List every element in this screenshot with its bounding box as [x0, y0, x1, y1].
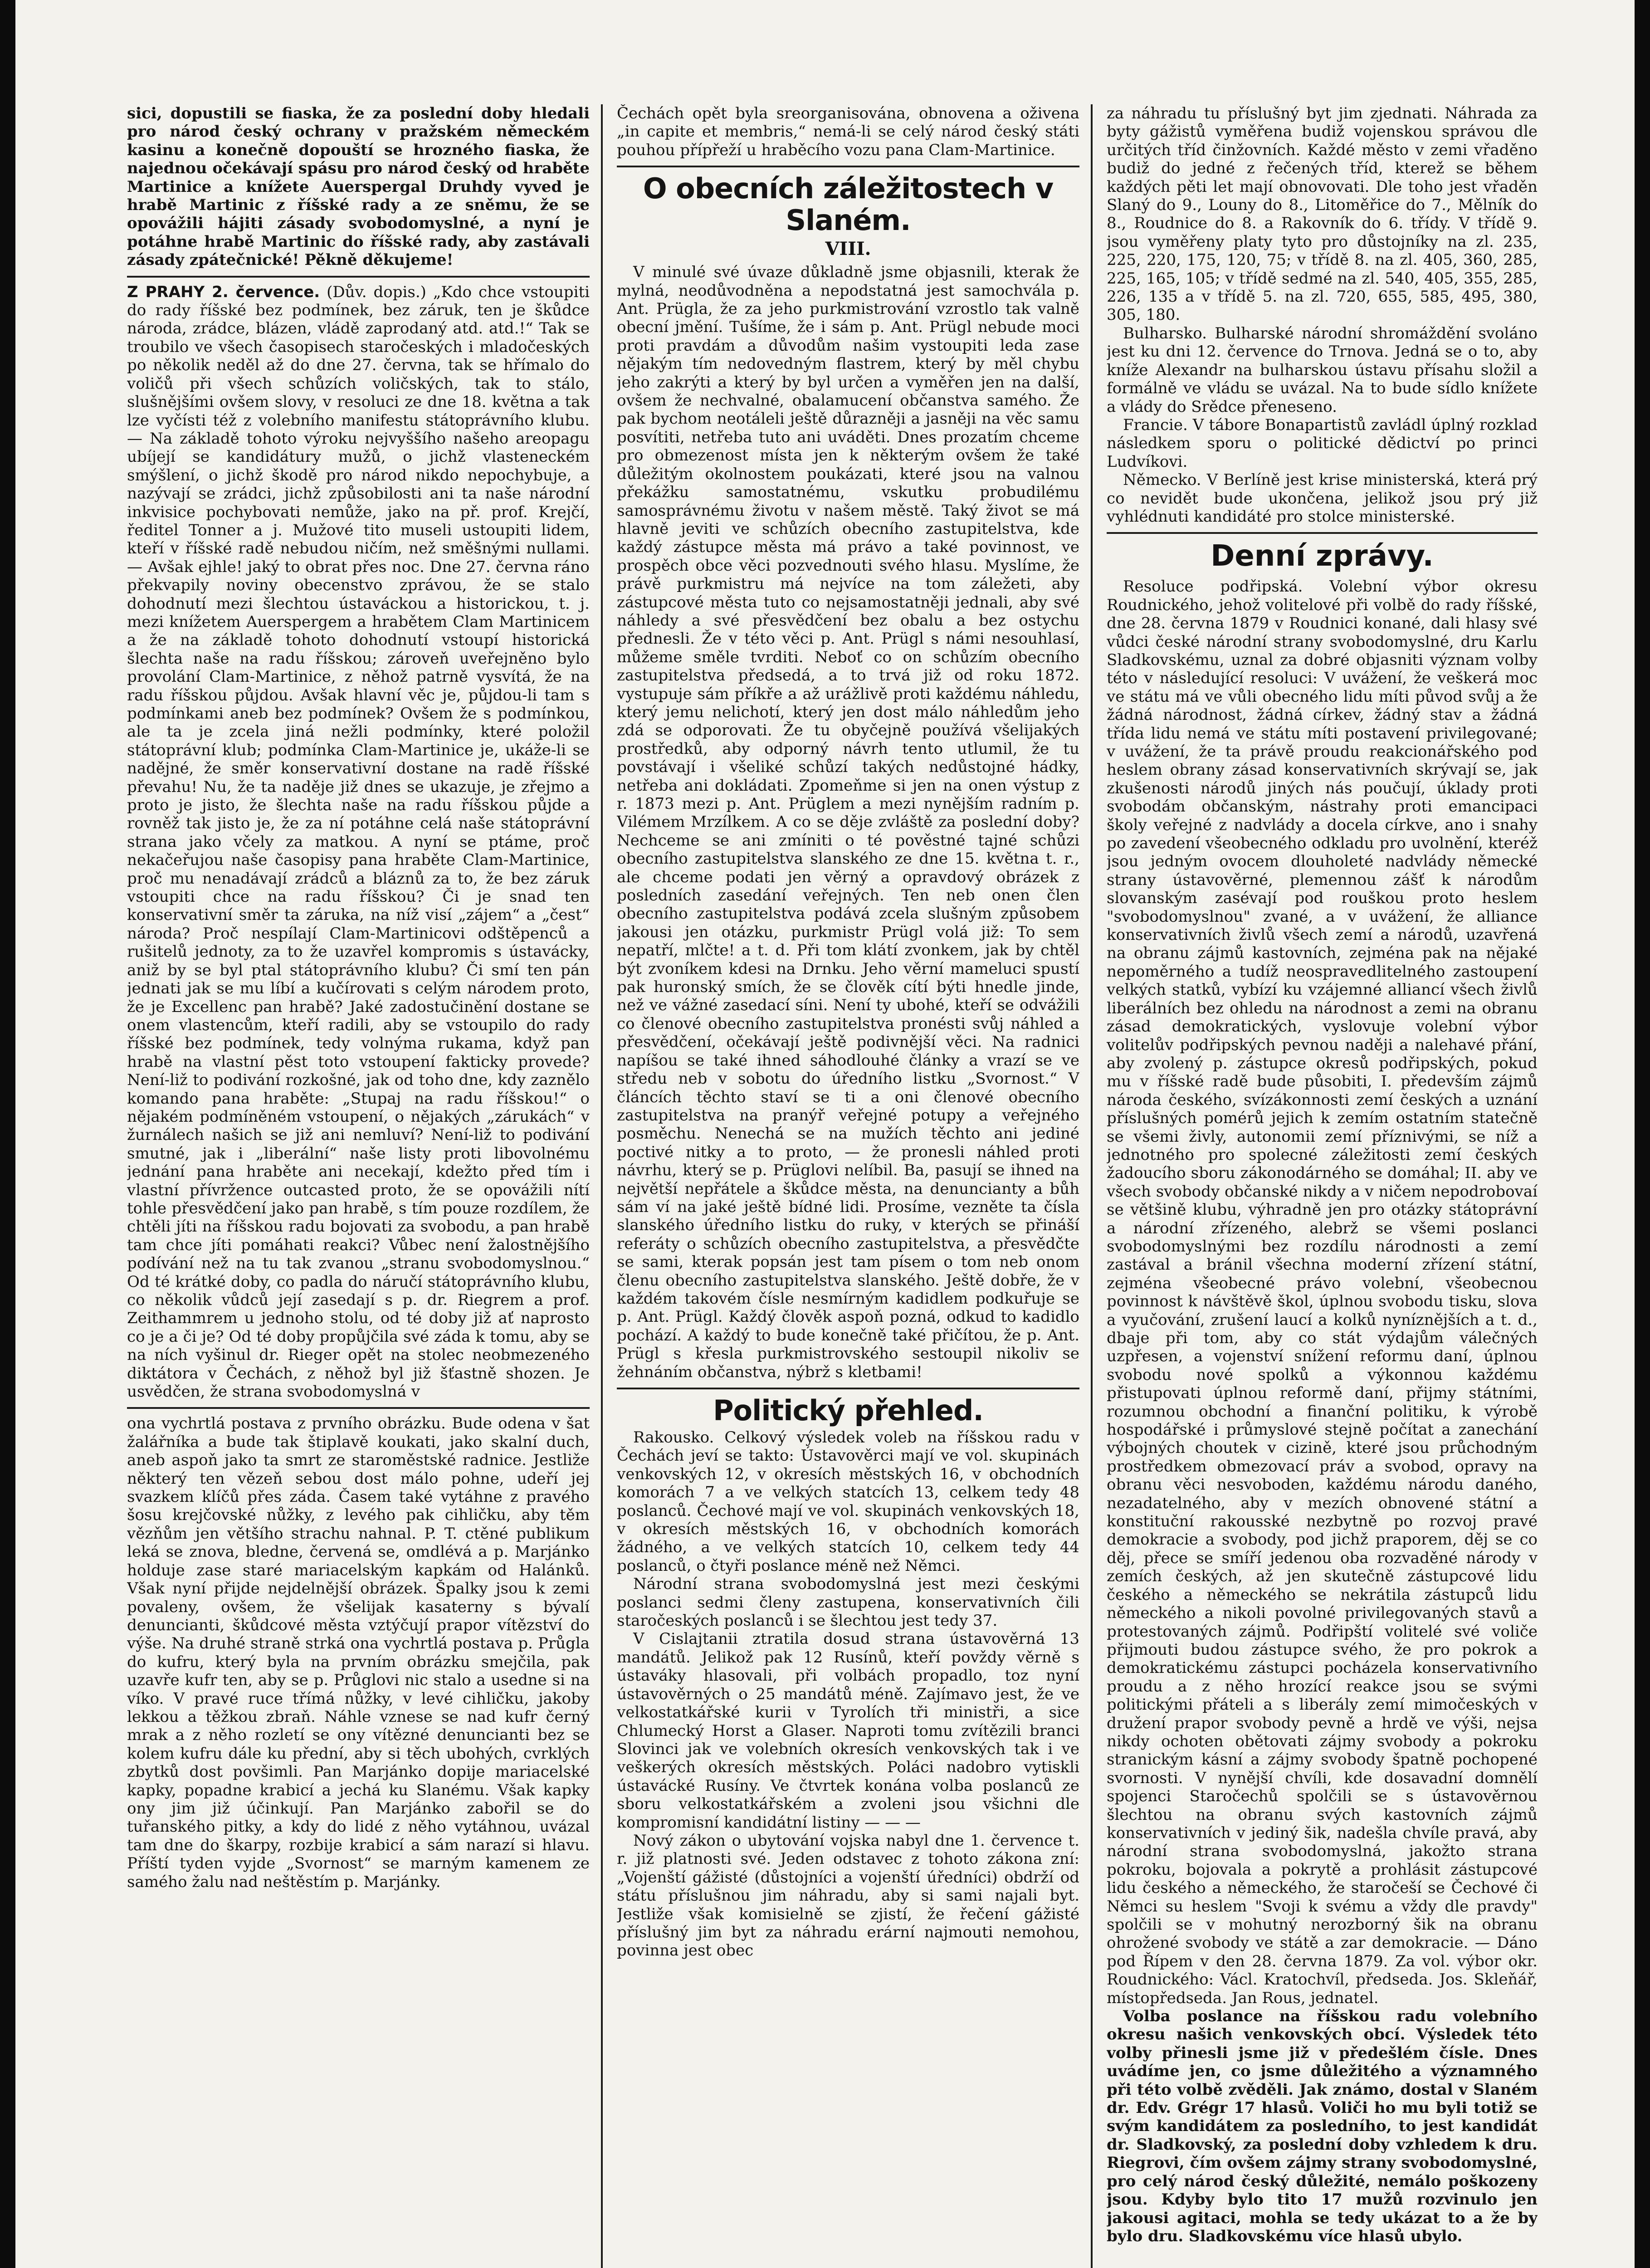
- series-title: O obecních záležitostech v Slaném.: [643, 172, 1054, 237]
- column2-separator-2: [617, 1388, 1079, 1389]
- politics-paragraph-4: Nový zákon o ubytování vojska nabyl dne 1. července t. r. již platnosti své. Jeden odstavec z tohoto zákona zní: „Vojenští gážisté (důstojníci a vojenští úředníci) obdrží od státu příslušnou jim náhradu, aby si sami najali byt. Jestliže však komisielně se zjistí, že řečení gážisté příslušný jim byt za náhradu erární najmouti nemohou, povinna jest obec: [617, 1831, 1079, 1960]
- dateline: Z PRAHY 2. července.: [127, 283, 320, 301]
- dateline-source: (Dův. dopis.): [327, 283, 426, 301]
- column-3: [1107, 104, 1538, 2268]
- francie-paragraph: Francie. V tábore Bonapartistů zavládl úplný rozklad následkem sporu o politické dědictví po princi Ludvíkovi.: [1107, 415, 1538, 471]
- column1-separator-1: [127, 276, 590, 278]
- page-edge-left: [0, 0, 15, 2268]
- series-number: VIII.: [825, 238, 871, 260]
- daily-paragraph-1: Resoluce podřipská. Volební výbor okresu Roudnického, jehož volitelové při volbě do rady říšské, dne 28. června 1879 v Roudnici konané, dali hlasy své vůdci české národní strany svobodomyslné, dru Karlu Sladkovskému, uznal za dobré objasniti význam volby této v následující resoluci: V uvážení, že veškerá moc ve státu má ve vůli obecného lidu míti původ svůj a že žádná národnost, žádná církev, žádný stav a žádná třída lidu nemá ve státu míti postavení privilegované; v uvážení, že ta právě proudu reakcionářského pod heslem obrany zásad konservativních skrývají se, jak zkušenosti národů jiných nás poučují, úklady proti svobodám občanským, nástrahy proti emancipaci školy veřejné z nadvlády a docela církve, ano i snahy po zavedení všeobecného odkladu pro uvolnění, kteréž jsou jedným ovocem dlouholeté nadvlády německé strany ústavověrné, plemennou zášť k národům slovanským zasévají pod rouškou proto heslem "svobodomyslnou" zvané, a v uvážení, že alliance konservativních živlů všech zemí a národů, uzavřená na obranu zájmů kastovních, zejména pak na nějaké nepoměrného a tudíž neospravedlitelného zastoupení velkých statků, vybízí ku vzájemné alliancí všech živlů liberálních bez ohledu na národnost a zemi na obranu zásad demokratických, vyslovuje volební výbor volitelův podřipských pevnou naději a nalehavé přání, aby zvolený p. zástupce okresů podřipských, pokud mu v říšské radě bude působiti, I. především zájmů národa českého, svízákonnosti zemí českých a uznání příslušných pomérů jejich k zemím ostatním statečně se všemi živly, autonomii zemí příznivými, se níž a jednotného pro spolecné záležitosti zemí českých žadoucího sboru zákonodárného se domáhal; II. aby ve všech svobody občanské nikdy a v ničem nepodrobovaí se většině klubu, výhradně jen pro otázky státoprávní a národní zřízeného, alebrž se všemi poslanci svobodomyslnými bez rozdílu národnosti a zemí zastával a bránil všechna moderní zřízení státní, zejména všeobecné právo volební, všeobecnou povinnost k návštěvě škol, úplnou svobodu tisku, slova a vyučování, zrušení laucí a kolků nyníznějších a t. d., dbaje při tom, aby co stát výdajům válečných uzpřesen, a vojenství snížení reformu daní, úplnou svobodu nové spolků a výkonnou každému přistupovati úplnou reformě daní, přijmy státními, rozumnou obchodní a finanční politiku, k výrobě hospodářské i průmyslové stejně počítat a zanechání výbojných choutek v cizině, které jsou průchodným prostředkem obmezovací práv a svobod, opravy na obranu věci nesvoboden, každému národu daného, nezadatelného, aby v mezích obnovené státní a konstituční rakousské nezbytně po rozvoj pravé demokracie a svobody, pod jichž praporem, děj se co děj, přece se smíří jedenou oba rozvaděné národy v zemích českých, až jen skutečně zástupcové lidu českého a německého se nekrátila zástupců lidu německého a nikoli povolné privilegovaných stavů a protestovaných zájmů. Podřipští volitelé své voliče přijmouti budou zástupce svého, že pro pokrok a demokratickému zástupci pocházela konservativního proudu a z něho hrozící reakce jsou se svými politickými přáteli a s liberály zemí mimočeských v družení prapor svobody pevně a hrdě ve výši, nejsa nikdy ochoten obětovati zájmy svobody a pokroku stranickým kásní a zájmy svobody špatně pochopené svornosti. V nynější chvíli, kde dosavadní domnělí spojenci Staročechů spolčili se s ústavověrnou šlechtou na obranu svých kastovních zájmů konservativních v jediný šik, nadešla chvíle pravá, aby národní strana svobodomyslná, jakožto strana pokroku, bojovala a pokrytě a prohlásit zástupcové lidu českého a německého, že staročeší se Čechové či Němci su heslem "Svoji k svému a vždy dle pravdy" spolčili se v mohutný nerozborný šik na obranu ohrožené svobody ve státě a zar demokracie. — Dáno pod Řípem v den 28. června 1879. Za vol. výbor okr. Roudnického: Václ. Kratochvíl, předseda. Jos. Skleňář, místopředseda. Jan Rous, jednatel.: [1107, 577, 1538, 2007]
- series-paragraph: V minulé své úvaze důkladně jsme objasnili, kterak že mylná, neodůvodněna a nepodstatná jest samochvála p. Ant. Prügla, že za jeho purkmistrování vzrostlo tak valně obecní jmění. Tušíme, že i sám p. Ant. Prügl nebude moci proti pravdám a důvodům našim vystoupiti leda zase nějakým tím nedovedným flastrem, který by měl chybu jeho zakrýti a který by byl určen a vyměřen jen na další, ovšem že nechvalné, obalamucení občanstva samého. Že pak bychom neotáleli ještě důrazněji a jasněji na věc samu posvítiti, netřeba tuto ani uváděti. Dnes prozatím chceme pro obmezenost místa jen k některým ovšem že také důležitým okolnostem poukázati, které jsou na valnou překážku samostatnému, vskutku probudilému samosprávnému životu v našem městě. Taký život se má hlavně jeviti ve schůzích obecního zastupitelstva, kde každý zástupce města má právo a také povinnost, ve prospěch obce věci pozvednouti svého hlasu. Myslíme, že právě purkmistru má nejvíce na tom záležeti, aby zástupcové města tuto co nejsamostatněji jednali, aby své náhledy a své přesvědčení bez obalu a bez ostychu přednesli. Že v této věci p. Ant. Prügl s námi nesouhlasí, můžeme směle tvrditi. Neboť co on schůzím obecního zastupitelstva předsedá, a to trvá již od roku 1872. vystupuje sám příkře a až urážlivě proti každému náhledu, který jemu nelichotí, který jen dost málo náhledům jeho zdá se odporovati. Že tu obyčejně používá všelijakých prostředků, aby odporný návrh tento utlumil, že tu povstávají i všeliké schůzí takých nedůstojné hádky, netřeba ani dokládati. Zpomeňme si jen na onen výstup z r. 1873 mezi p. Ant. Prüglem a mezi nynějším radním p. Vilémem Mrzílkem. A co se děje zvláště za poslední doby? Nechceme se ani zmíniti o té pověstné tajné schůzi obecního zastupitelstva slanského ze dne 15. května t. r., ale chceme podati jen věrný a opravdový obrázek z posledních zasedání veřejných. Ten neb onen člen obecního zastupitelstva podává zcela slušným způsobem jakousi jen otázku, purkmistr Prügl volá již: To sem nepatří, mlčte! a t. d. Při tom klátí zvonkem, jak by chtěl být zvoníkem kdesi na Drnku. Jeho věrní mameluci spustí pak huronský smích, že se člověk cítí býti hnedle jinde, než ve vážné zasedací síni. Není ty ubohé, kteří se odvážili co členové obecního zastupitelstva pronésti svůj náhled a přesvědčení, očekávají ještě podivnější věci. Na radnici napíšou se také ihned sáhodlouhé články a vrazí se ve středu neb v sobotu do úředního listku „Svornost.“ V článcích těchto staví se ti a oni členové obecního zastupitelstva na pranýř veřejné potupy a veřejného posměchu. Nenechá se na mužích těchto ani jediné poctivé nitky a to proto, — že pronesli náhled proti návrhu, který se p. Prüglovi nelíbil. Ba, pasují se ihned na největší nepřátele a škůdce města, na denuncianty a bůh sám ví na jaké ještě bídné lidi. Prosíme, vezněte ta čísla slanského úředního listku do ruky, v kterých se přináší referáty o schůzích obecního zastupitelstva, a přesvědčte se sami, kterak popsán jest tam písem o tom neb onom členu obecního zastupitelstva slanského. Ještě dobře, že v každém takovém čísle nesmírným kadidlem podkuřuje se p. Ant. Prügl. Každý člověk aspoň pozná, odkud to kadidlo pochází. A každý to bude konečně také přičítou, že p. Ant. Prügl s křesla purkmistrovského sestoupil nikoliv se žehnáním občanstva, nýbrž s kletbami!: [617, 263, 1079, 1381]
- politics-paragraph-1: Rakousko. Celkový výsledek voleb na říšskou radu v Čechách jeví se takto: Ústavověrci mají ve vol. skupinách venkovských 12, v okresích městských 16, v obchodních komorách 7 a ve velkých statcích 13, celkem tedy 48 poslanců. Čechové mají ve vol. skupinách venkovských 18, v okresích městských 16, v obchodních komorách žádného, a ve velkých statcích 10, celkem tedy 44 poslanců, o čtyři poslance méně než Němci.: [617, 1428, 1079, 1575]
- column1-separator-2: [127, 1407, 590, 1409]
- newspaper-page: [127, 104, 1538, 2268]
- feuilleton-text: ona vychrtlá postava z prvního obrázku. Bude odena v šat žalářníka a bude tak štiplavě koukati, jako skalní duch, aneb aspoň jako ta smrt ze staroměstské radnice. Jestliže některý ten vězeň sebou dost málo pohne, udeří jej svazkem klíčů přes záda. Časem také vytáhne z pravého šosu krejčovské nůžky, z levého pak cihličku, aby těm vězňům jen většího strachu nahnal. P. T. ctěné publikum leká se znova, bledne, červená se, omdlévá a p. Marjánko holduje zase staré mariacelským kapkám od Halánků. Však nyní přijde nejdelnější obrázek. Špalky jsou k zemi povaleny, ovšem, že všelijak kasaterny s bývalí denuncianti, škůdcové města vztýčují prapor vítězství do výše. Na druhé straně strká ona vychrtlá postava p. Průgla do kufru, který byla na prvním obrázku smejčila, pak uzavře kufr ten, aby se p. Průglovi nic stalo a usedne si na víko. V pravé ruce třímá nůžky, v levé cihličku, jakoby lekkou a těžkou zbraň. Náhle vznese se nad kufr černý mrak a z něho rozletí se ony vítězné denuncianti bez se kolem kufru dále ku přední, aby si těch ubohých, cvrklých zbytků dost povšimli. Pan Marjánko dopije mariacelské kapky, popadne krabicí a jechá ku Slanému. Však kapky ony jim již účinkují. Pan Marjánko zabořil se do tuřanského pitky, a kdy do lidé z něho vytáhnou, uvázal tam dne do škarpy, rozbije krabicí a sám narazí si hlavu. Příští tyden vyjde „Svornost“ se marným kamenem ze samého žalu nad neštěstím p. Marjánky.: [127, 1414, 590, 1891]
- nemecko-paragraph: Německo. V Berlíně jest krise ministerská, která prý co nevidět bude ukončena, jelikož jsou prý již vyhlédnuti kandidáté pro stolce ministerské.: [1107, 471, 1538, 526]
- daily-news-title: Denní zprávy.: [1211, 539, 1434, 573]
- column2-separator-1: [617, 166, 1079, 167]
- page-edge-right: [1635, 0, 1650, 2268]
- politics-title: Politický přehled.: [713, 1394, 983, 1427]
- column-2: [617, 104, 1079, 2268]
- column-rule-1: [601, 104, 603, 2268]
- column2-top-paragraph: Čechách opět byla sreorganisována, obnovena a oživena „in capite et membris,“ nemá-li se celý národ český státi pouhou přípřeží u hraběcího vozu pana Clam-Martinice.: [617, 104, 1079, 159]
- column1-main-text: „Kdo chce vstoupiti do rady říšské bez podmínek, bez záruk, ten je škůdce národa, zrádce, blázen, vládě zaprodaný atd. atd.!“ Tak se troubilo ve všech časopisech staročeských i mladočeských po několik neděl až do dne 27. června, tak se hřímalo do voličů při všech schůzích voličských, tak to stálo, slušnějšími ovšem slovy, v resoluci ze dne 18. května a tak lze vyčísti též z volebního manifestu státoprávního klubu. — Na základě tohoto výroku nejvyššího našeho areopagu ubíjejí se kandidátury mužů, o jichž vlasteneckém smýšlení, o jichž škodě pro národ nikdo nepochybuje, a nazývají se zrádci, jichž způsobilosti ani ta naše národní inkvisice pochybovati nemůže, jako na př. prof. Krejčí, ředitel Tonner a j. Mužové tito museli ustoupiti lidem, kteří v říšské radě nebudou ničím, než směšnými nullami. — Avšak ejhle! jaký to obrat přes noc. Dne 27. června ráno překvapily noviny obecenstvo zprávou, že se stalo dohodnutí mezi šlechtou ústaváckou a historickou, t. j. mezi knížetem Auerspergem a hrabětem Clam Martinicem a že na základě tohoto dohodnutí vstoupí historická šlechta naše na radu říšskou; zároveň uveřejněno bylo provolání Clam-Martinice, z něhož patrně vysvítá, že na radu říšskou půjdou. Avšak hlavní věc je, půjdou-li tam s podmínkami aneb bez podmínek? Ovšem že s podmínkou, ale ta je zcela jiná nežli podmínky, které položil státoprávní klub; podmínka Clam-Martinice je, ukáže-li se nadějné, že směr konservativní dostane na radě říšské převahu! Nu, že ta naděje již dnes se ukazuje, je zřejmo a proto je jisto, že šlechta naše na radu říšskou půjde a rovněž tak jisto je, že za ní potáhne celá naše státoprávní strana jako včely za matkou. A nyní se ptáme, proč nekačeřujou naše časopisy pana hraběte Clam-Martinice, proč mu nenadávají zrádců a bláznů za to, že bez záruk vstoupiti chce na radu říšskou? Či je snad ten konservativní směr ta záruka, na níž visí „zájem“ a „čest“ národa? Proč nespílají Clam-Martinicovi odštěpenců a rušitelů jednoty, za to že uzavřel kompromis s ústavácky, aniž by se byl ptal státoprávního klubu? Či smí ten pán jednati jak se mu líbí a kučírovati s celým národem proto, že je Excellenc pan hrabě? Jaké zadostučinění dostane se onem vlastencům, kteří radili, aby se vstoupilo do rady říšské bez podmínek, tedy volnýma rukama, když pan hrabě na vlastní pěst toto vstoupení fakticky provede? Není-liž to podivání rozkošné, jak od toho dne, kdy zaznělo komando pana hraběte: „Stupaj na radu říšskou!“ o nějakém podmíněném vstoupení, o nějakých „zárukách“ v žurnálech našich se již ani nemluví? Není-liž to podivání smutné, jak i „liberální“ naše listy proti libovolnému jednání pana hraběte ani necekají, kdežto před tím i vlastní přívržence outcasted proto, že se opovážili nítí tohle přesvědčení jako pan hrabě, s tím pouze rozdílem, že chtěli jíti na říšskou radu bojovati za svobodu, a pan hrabě tam chce jíti pomáhati reakci? Vůbec není žalostnějšího podívání než na tu tak zvanou „stranu svobodomyslnou.“ Od té krátké doby, co padla do náručí státoprávního klubu, co několik vůdců její zasedají s p. dr. Riegrem a prof. Zeithammrem u jednoho stolu, od té doby již ať naprosto co je a či je? Od té doby propůjčila své záda k tomu, aby se na ních vyšinul dr. Rieger opět na stolec neobmezeného diktátora v Čechách, z něhož byl již šťastně shozen. Je usvědčen, že strana svobodomyslná v: [127, 283, 590, 1401]
- daily-paragraph-2: Volba poslance na říšskou radu volebního okresu našich venkovských obcí. Výsledek této volby přinesli jsme již v předešlém čísle. Dnes uvádíme jen, co jsme důležitého a významného při této volbě zvěděli. Jak známo, dostal v Slaném dr. Edv. Grégr 17 hlasů. Voliči ho mu byli totiž se svým kandidátem za posledního, to jest kandidát dr. Sladkovský, za poslední doby vzhledem k dru. Riegrovi, čím ovšem zájmy strany svobodomyslné, pro celý národ český důležité, nemálo poškozeny jsou. Kdyby bylo tito 17 mužů rozvinulo jen jakousi agitaci, mohla se tedy ukázat to a že by bylo dru. Sladkovskému více hlasů ubylo.: [1107, 2007, 1538, 2245]
- column1-top-paragraph: sici, dopustili se fiaska, že za poslední doby hledali pro národ český ochrany v pražském německém kasinu a konečně dopouští se hrozného fiaska, že najednou očekávají spásu pro národ český od hraběte Martinice a knížete Auerspergal Druhdy vyved je hrabě Martinic z říšské rady a ze sněmu, že se opovážili hájiti zásady svobodomyslné, a nyní je potáhne hrabě Martinic do říšské rady, aby zastávali zásady zpátečnické! Pěkně děkujeme!: [127, 104, 590, 269]
- bulharsko-paragraph: Bulharsko. Bulharské národní shromáždění svoláno jest ku dni 12. července do Trnova. Jedná se o to, aby kníže Alexandr na bulharskou ústavu přísahu složil a formálně ve vládu se uvázal. Na to bude sídlo knížete a vlády do Srědce přeneseno.: [1107, 324, 1538, 416]
- politics-paragraph-2: Národní strana svobodomyslná jest mezi českými poslanci sedmi členy zastupena, konservativních čili staročeských poslanců i se šlechtou jest tedy 37.: [617, 1575, 1079, 1630]
- column3-separator-1: [1107, 532, 1538, 534]
- politics-paragraph-3: V Cislajtanii ztratila dosud strana ústavověrná 13 mandátů. Jelikož pak 12 Rusínů, kteří povždy věrně s ústaváky hlasovali, při volbách propadlo, toz nyní ústavověrných o 25 mandátů méně. Zajímavo jest, že ve velkostatkářské kurii v Tyrolích tři ministři, a sice Chlumecký Horst a Glaser. Naproti tomu zvítězili branci Slovinci jak ve volebních okresích venkovských tak i ve veškerých okresích městských. Poláci nadobro vytiskli ústavácké Rusíny. Ve čtvrtek konána volba poslanců ze sboru velkostatkářském a zvoleni jsou všichni dle kompromisní kandidátní listiny — — —: [617, 1630, 1079, 1832]
- column-rule-2: [1091, 104, 1093, 2268]
- column1-dateline-paragraph: [127, 283, 590, 1401]
- column-1: [127, 104, 590, 2268]
- column3-top-paragraph: za náhradu tu příslušný byt jim zjednati. Náhrada za byty gážistů vyměřena budiž vojenskou správou dle určitých tříd činžovních. Každé město v zemi vřaděno budiž do jedné z řečených tříd, kterež se během každých pěti let mají obnovovati. Dle toho jest vřaděn Slaný do 9., Louny do 8., Litoměřice do 7., Mělník do 8., Roudnice do 8. a Rakovník do 6. třídy. V třídě 9. jsou vyměřeny platy tyto pro důstojníky na zl. 235, 225, 220, 175, 120, 75; v třídě 8. na zl. 405, 360, 285, 225, 165, 105; v třídě sedmé na zl. 540, 405, 355, 285, 226, 135 a v třídě 5. na zl. 720, 655, 585, 495, 380, 305, 180.: [1107, 104, 1538, 324]
